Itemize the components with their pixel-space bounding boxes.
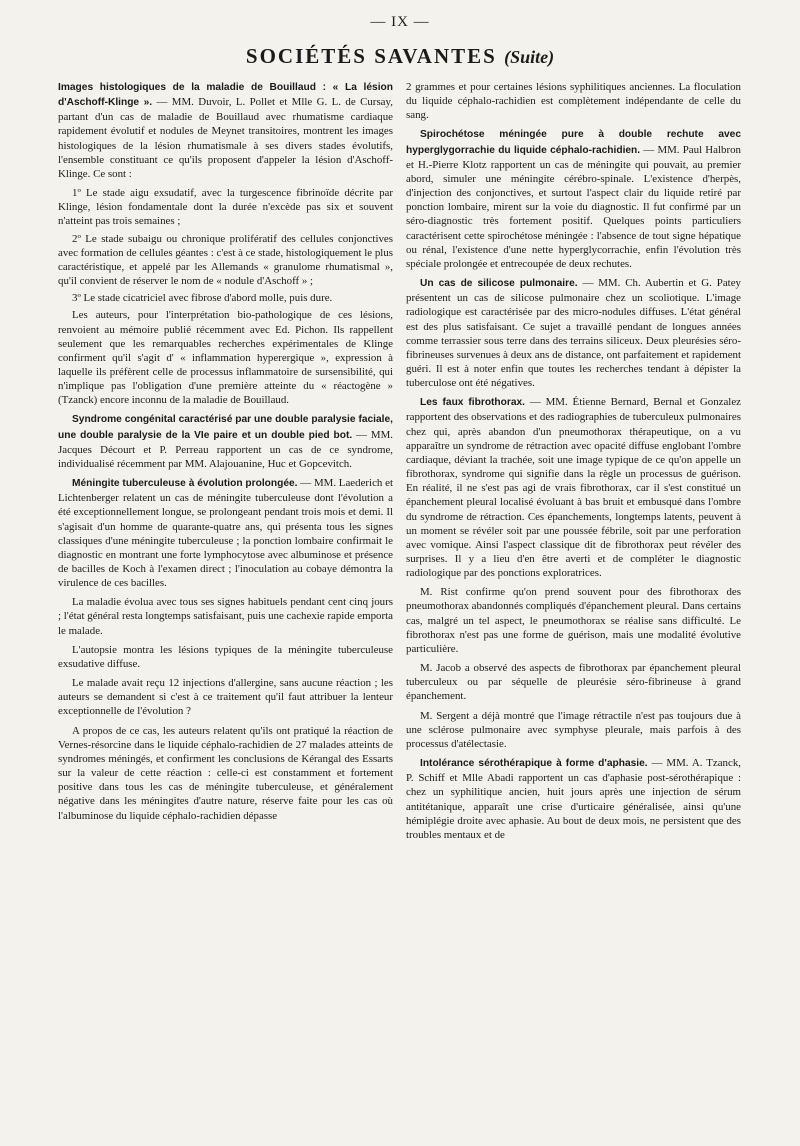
list-item: 3º Le stade cicatriciel avec fibrose d'abord molle, puis dure. [72, 292, 333, 305]
article-text: — MM. Paul Halbron et H.-Pierre Klotz rapportent un cas de méningite qui pouvait, au premier abord, simuler une méningite cérébro-spinale. L'existence d'herpès, d'injection des conjonctives, et surtout l'aspect clair du liquide retiré par ponction lombaire, mirent sur la voie du diagnostic. Il fut confirmé par un séro-diagnostic très fortement positif. Quelques points particuliers caractérisent cette spirochétose méningée : l'absence de tout signe hépatique ou rénal, l'existence d'une nette hyperglycorrachie, enfin l'évolution très spéciale prolongée et entrecoupée de deux rechutes. [406, 143, 741, 270]
page-number: — IX — [370, 14, 430, 30]
title-main: SOCIÉTÉS SAVANTES [245, 44, 497, 68]
paragraph: M. Sergent a déjà montré que l'image rétractile n'est pas toujours due à une sclérose pulmonaire avec symphyse pleurale, mais parfois à des processus d'atélectasie. [406, 709, 741, 750]
section-heading: Syndrome congénital caractérisé par une double paralysie faciale, une double paralysie de la VIe paire et un double pied bot. [58, 414, 393, 441]
left-column [58, 80, 393, 828]
article-text: — MM. A. Tzanck, P. Schiff et Mlle Abadi rapportent un cas d'aphasie post-sérothérapique : chez un syphilitique ancien, huit jours après une injection de sérum antitétanique, apparaît une crise d'urticaire généralisée, ainsi qu'une hémiplégie droite avec aphasie. Au bout de deux mois, ne persistent que des troubles mentaux et de [406, 757, 741, 841]
article-text: — MM. Laederich et Lichtenberger relatent un cas de méningite tuberculeuse dont l'évolution a été exceptionnellement longue, se prolongeant pendant trois mois et demi. Il s'agisait d'un homme de quarante-quatre ans, qui présenta tous les signes classiques d'une méningite tuberculeuse ; la ponction lombaire confirmait le diagnostic en montrant une forte lymphocytose avec albuminose et présence de bacilles de Koch à l'examen direct ; l'inoculation au cobaye démontra la virulence de ces bacilles. [58, 477, 393, 590]
paragraph: Le malade avait reçu 12 injections d'allergine, sans aucune réaction ; les auteurs se demandent si c'est à ce traitement qu'il faut attribuer la lenteur exceptionnelle de l'évolution ? [58, 677, 393, 718]
article-text: — MM. Étienne Bernard, Bernal et Gonzalez rapportent des observations et des radiographies de tuberculeux pulmonaires chez qui, après abandon d'un pneumothorax thérapeutique, on a vu apparaître un syndrome de rétraction avec opacité diffuse englobant l'ombre cardiaque, déviant la trachée, soit une image typique de ce qu'on appelle un fibrothorax, syndrome qui signifie dans la règle un processus de guérison. En réalité, il ne s'est pas agi de vrais fibrothorax, car il s'est constitué un épanchement pleural localisé évoluant à bas bruit et embusqué dans l'ombre du syndrome de rétraction. Ces épanchements, longtemps latents, peuvent à un moment se révéler soit par une poussée fébrile, soit par une perforation avec vomique. Ainsi l'aspect classique dit de fibrothorax peut révéler des surprises. Il y a lieu d'en être averti et de compléter le diagnostic radiologique par des ponctions exploratrices. [406, 396, 741, 580]
title-suffix: (Suite) [504, 47, 555, 67]
article-text: — MM. Duvoir, L. Pollet et Mlle G. L. de Cursay, partant d'un cas de maladie de Bouillaud avec rhumatisme cardiaque rapidement évolutif et nodules de Meynet transitoires, montrent les images histologiques de la lésion rhumatismale à ses divers stades évolutifs, l'ensemble constituant ce qu'ils proposent d'appeler la lésion d'Aschoff-Klinge. Ce sont : [58, 96, 393, 180]
section-heading: Les faux fibrothorax. [420, 397, 526, 409]
article-text: — MM. Ch. Aubertin et G. Patey présentent un cas de silicose pulmonaire chez un scoliotique. L'image radiologique est caractérisée par des micro-nodules diffuses. L'état général est des plus satisfaisant. Ce sujet a travaillé pendant de longues années comme terrassier sous terre dans des terrains siliceux. Deux pleurésies séro-fibrineuses survenues à deux ans de distance, ont parfaitement et rapidement guéri. Il est à noter enfin que toutes les recherches tendant à dépister la tuberculose ont été négatives. [406, 277, 741, 390]
paragraph: M. Jacob a observé des aspects de fibrothorax par épanchement pleural tuberculeux ou par séquelle de pleurésie séro-fibrineuse à grand épanchement. [406, 662, 741, 703]
article-meningite-tuberculeuse [58, 476, 393, 590]
section-heading: Un cas de silicose pulmonaire. [420, 278, 578, 290]
article-spirochetose [406, 127, 741, 271]
article-faux-fibrothorax [406, 395, 741, 580]
right-column [406, 80, 741, 847]
section-heading: Spirochétose méningée pure à double rechute avec hyperglygorrachie du liquide céphalo-rachidien. [406, 129, 741, 156]
paragraph: A propos de ce cas, les auteurs relatent qu'ils ont pratiqué la réaction de Vernes-résorcine dans le liquide céphalo-rachidien de 27 malades atteints de syndromes méningés, et confirment les conclusions de Kérangal des Essarts sur la valeur de cette réaction : celle-ci est constamment et fortement positive dans tous les cas de méningite tuberculeuse, et généralement négative dans les méningites d'autre nature, réserve faite pour les cas où l'albuminose du liquide céphalo-rachidien dépasse [58, 724, 393, 822]
section-heading: Images histologiques de la maladie de Bouillaud : « La lésion d'Aschoff-Klinge ». [58, 82, 393, 109]
article-silicose [406, 276, 741, 390]
paragraph: L'autopsie montra les lésions typiques de la méningite tuberculeuse exsudative diffuse. [58, 643, 393, 670]
section-heading: Intolérance sérothérapique à forme d'aphasie. [420, 758, 648, 770]
paragraph-continued: 2 grammes et pour certaines lésions syphilitiques anciennes. La floculation du liquide céphalo-rachidien est complètement indépendante de celle du sang. [406, 81, 741, 122]
paragraph: Les auteurs, pour l'interprétation bio-pathologique de ces lésions, renvoient au mémoire publié récemment avec Ed. Pichon. Ils rappellent seulement que les remarquables recherches expérimentales de Klinge confirment qu'il s'agit d' « inflammation hyperergique », expression à laquelle ils préfèrent celle de processus inflammatoire de sursensibilité, qui n'implique pas l'obligation d'une première atteinte du « réactogène » (Tzanck) encore inconnu de la maladie de Bouillaud. [58, 309, 393, 407]
page-title [0, 44, 800, 69]
list-item: 1º Le stade aigu exsudatif, avec la turgescence fibrinoïde décrite par Klinge, lésion fondamentale dont la durée n'excède pas six et souvent n'atteint pas trois semaines ; [58, 187, 393, 228]
article-syndrome-congenital [58, 412, 393, 471]
paragraph: La maladie évolua avec tous ses signes habituels pendant cent cinq jours ; l'état général resta longtemps satisfaisant, puis une cachexie rapide emporta le malade. [58, 596, 393, 637]
article-text: — MM. Jacques Décourt et P. Perreau rapportent un cas de ce syndrome, individualisé récemment par MM. Alajouanine, Huc et Gopcevitch. [58, 428, 393, 470]
list-item: 2º Le stade subaigu ou chronique prolifératif des cellules conjonctives avec formation de cellules géantes : c'est à ce stade, histologiquement le plus caractéristique, et appelé par les Allemands « granulome rhumatismal », qu'il convient de réserver le nom de « nodule d'Aschoff » ; [58, 232, 393, 288]
paragraph: M. Rist confirme qu'on prend souvent pour des fibrothorax des pneumothorax abandonnés compliqués d'épanchement pleural. Dans certains cas, malgré un tel aspect, le pneumothorax se réalise sans difficulté. Le fibrothorax n'est pas une forme de guérison, mais une modalité évolutive particulière. [406, 586, 741, 655]
article-intolerance-serotherapique [406, 756, 741, 842]
section-heading: Méningite tuberculeuse à évolution prolongée. [72, 478, 298, 490]
article-aschoff-klinge [58, 80, 393, 181]
